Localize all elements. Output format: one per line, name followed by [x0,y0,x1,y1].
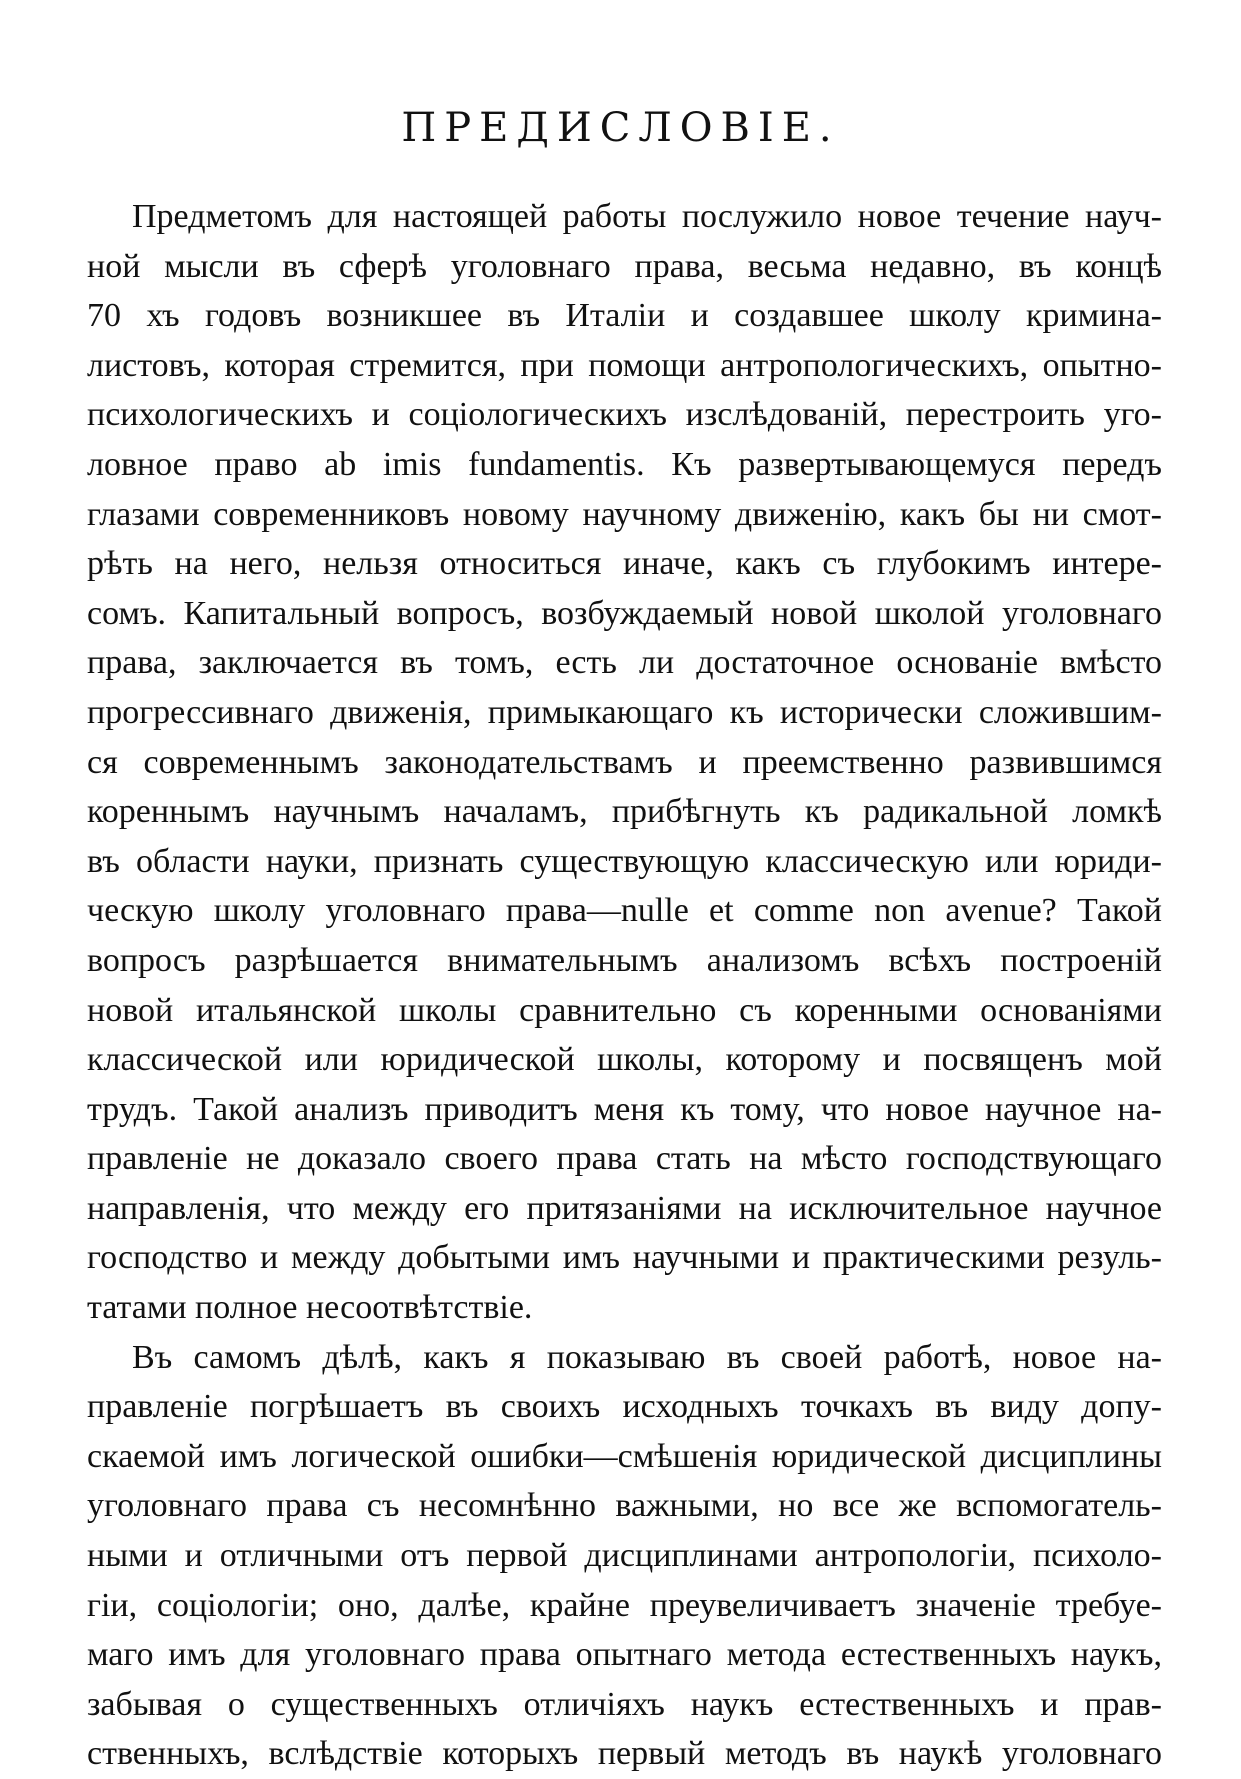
text-line: Предметомъ для настоящей работы послужило новое течение науч- [132,198,1162,235]
text-line: правленіе погрѣшаетъ въ своихъ исходныхъ точкахъ въ виду допу- [87,1388,1162,1426]
text-line: ся современнымъ законодательствамъ и преемственно развившимся [87,743,1162,781]
text-line: прогрессивнаго движенія, примыкающаго къ исторически сложившим- [87,693,1162,731]
text-line: сомъ. Капитальный вопросъ, возбуждаемый новой школой уголовнаго [87,594,1162,632]
text-line: трудъ. Такой анализъ приводитъ меня къ тому, что новое научное на- [87,1090,1162,1128]
text-line: господство и между добытыми имъ научными и практическими резуль- [87,1239,1162,1277]
text-line: уголовнаго права съ несомнѣнно важными, но все же вспомогатель- [87,1487,1162,1525]
text-line: классической или юридической школы, которому и посвященъ мой [87,1041,1162,1079]
text-line: въ области науки, признать существующую классическую или юриди- [87,842,1162,880]
text-line: 70 хъ годовъ возникшее въ Италіи и создавшее школу кримина- [87,297,1162,335]
text-line: вопросъ разрѣшается внимательнымъ анализомъ всѣхъ построеній [87,941,1162,979]
text-line: глазами современниковъ новому научному движенію, какъ бы ни смот- [87,495,1162,533]
text-line: новой итальянской школы сравнительно съ коренными основаніями [87,991,1162,1029]
text-line: психологическихъ и соціологическихъ изслѣдованій, перестроить уго- [87,396,1162,434]
text-line: направленія, что между его притязаніями на исключительное научное [87,1189,1162,1227]
text-line: ственныхъ, вслѣдствіе которыхъ первый методъ въ наукѣ уголовнаго [87,1735,1162,1773]
paragraph-1 [87,192,1162,1333]
text-line: права, заключается въ томъ, есть ли достаточное основаніе вмѣсто [87,644,1162,682]
text-line: скаемой имъ логической ошибки—смѣшенія юридической дисциплины [87,1437,1162,1475]
text-line: Въ самомъ дѣлѣ, какъ я показываю въ своей работѣ, новое на- [132,1338,1162,1376]
paragraph-2 [87,1333,1162,1779]
text-line: маго имъ для уголовнаго права опытнаго метода естественныхъ наукъ, [87,1636,1162,1674]
text-line: кореннымъ научнымъ началамъ, прибѣгнуть къ радикальной ломкѣ [87,793,1162,831]
text-line: листовъ, которая стремится, при помощи антропологическихъ, опытно- [87,346,1162,384]
page-body [87,192,1162,1779]
text-line: татами полное несоотвѣтствіе. [87,1289,533,1327]
text-line: ловное право ab imis fundamentis. Къ развертывающемуся передъ [87,445,1162,483]
text-line: забывая о существенныхъ отличіяхъ наукъ естественныхъ и прав- [87,1685,1162,1723]
text-line: ными и отличными отъ первой дисциплинами антропологіи, психоло- [87,1537,1162,1575]
text-line: ной мысли въ сферѣ уголовнаго права, весьма недавно, въ концѣ [87,247,1162,285]
text-line: правленіе не доказало своего права стать на мѣсто господствующаго [87,1140,1162,1178]
text-line: ческую школу уголовнаго права—nulle et comme non avenue? Такой [87,892,1162,930]
text-line: рѣть на него, нельзя относиться иначе, какъ съ глубокимъ интере- [87,545,1162,583]
page-title: ПРЕДИСЛОВІЕ. [401,105,840,151]
text-line: гіи, соціологіи; оно, далѣе, крайне преувеличиваетъ значеніе требуе- [87,1586,1162,1624]
